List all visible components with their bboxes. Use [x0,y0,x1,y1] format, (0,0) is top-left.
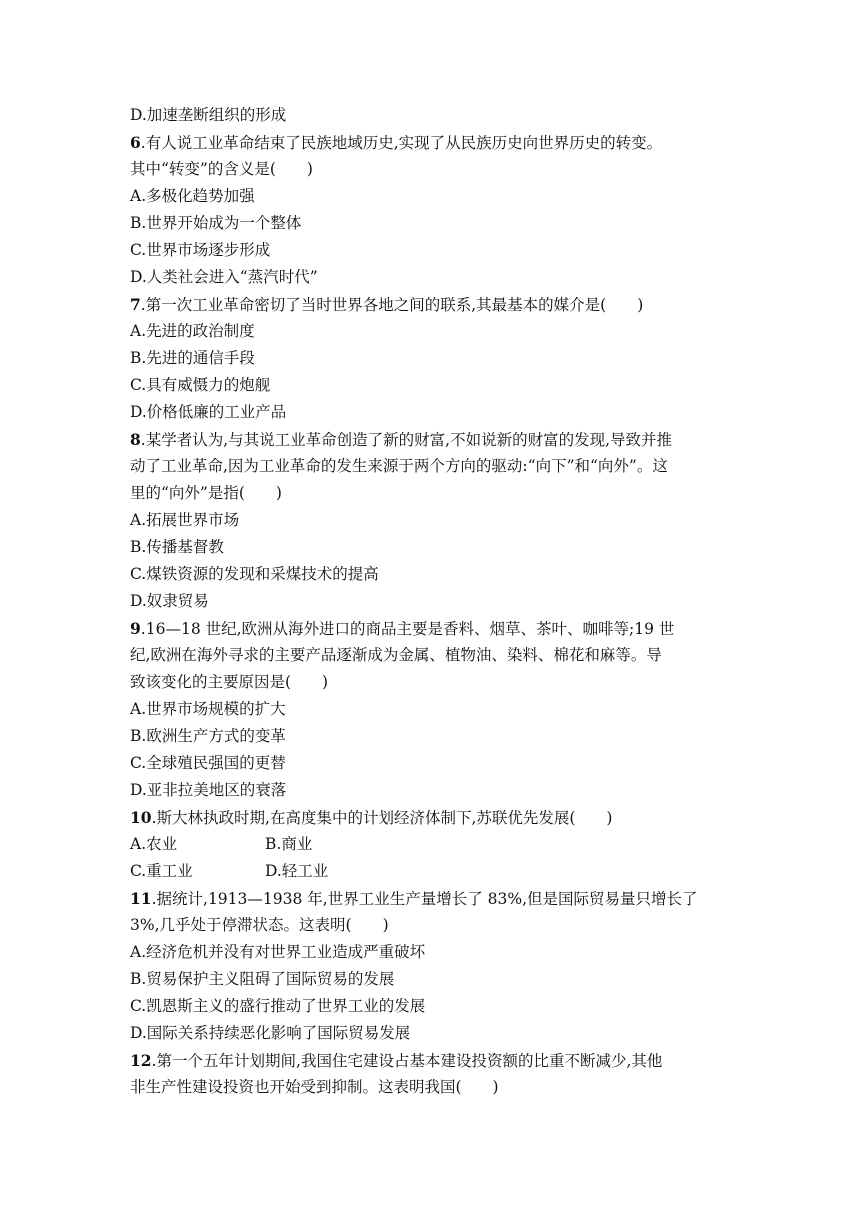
question-stem-line: 9.16—18 世纪,欧洲从海外进口的商品主要是香料、烟草、茶叶、咖啡等;19 世 [130,619,675,638]
option-d: D.人类社会进入“蒸汽时代” [130,268,318,286]
question-dot: . [140,134,146,152]
question-stem-line: 12.第一个五年计划期间,我国住宅建设占基本建设投资额的比重不断减少,其他 [130,1051,663,1070]
question-stem-line: 里的“向外”是指( ) [130,484,282,502]
option-d: D.奴隶贸易 [130,592,209,610]
question-9 [130,615,730,804]
question-8 [130,426,730,615]
question-number: 7 [130,295,141,314]
question-stem-line: 3%,几乎处于停滞状态。这表明( ) [130,916,389,934]
option-b: B.贸易保护主义阻碍了国际贸易的发展 [130,970,395,988]
option-b: B.欧洲生产方式的变革 [130,727,286,745]
question-7 [130,291,730,426]
option-d: D.价格低廉的工业产品 [130,403,287,421]
question-stem-line: 10.斯大林执政时期,在高度集中的计划经济体制下,苏联优先发展( ) [130,808,613,827]
question-dot: . [140,431,146,449]
option-b: B.传播基督教 [130,538,224,556]
question-number: 10 [130,808,152,827]
option-d-prev: D.加速垄断组织的形成 [130,106,287,124]
question-6 [130,129,730,291]
question-number: 11 [130,889,152,908]
question-number: 9 [130,619,141,638]
document-page [130,102,730,1101]
question-10 [130,804,730,885]
question-stem-line: 纪,欧洲在海外寻求的主要产品逐渐成为金属、植物油、染料、棉花和麻等。导 [130,646,662,664]
option-b: B.商业 [265,835,313,853]
question-dot: . [151,809,157,827]
question-12 [130,1047,730,1101]
option-c: C.重工业 [130,862,193,880]
question-dot: . [151,1052,157,1070]
question-dot: . [140,620,146,638]
option-c: C.全球殖民强国的更替 [130,754,286,772]
question-stem-line: 11.据统计,1913—1938 年,世界工业生产量增长了 83%,但是国际贸易量只增长了 [130,889,698,908]
option-row [130,858,730,885]
option-c: C.煤铁资源的发现和采煤技术的提高 [130,565,379,583]
option-d: D.轻工业 [265,862,329,880]
question-stem-line: 致该变化的主要原因是( ) [130,673,329,691]
option-row [130,831,730,858]
option-b: B.先进的通信手段 [130,349,255,367]
question-dot: . [140,296,146,314]
option-c: C.具有威慑力的炮舰 [130,376,271,394]
question-number: 8 [130,430,141,449]
option-c: C.世界市场逐步形成 [130,241,271,259]
option-b: B.世界开始成为一个整体 [130,214,302,232]
question-stem-line: 7.第一次工业革命密切了当时世界各地之间的联系,其最基本的媒介是( ) [130,295,644,314]
option-a: A.拓展世界市场 [130,511,240,529]
question-number: 12 [130,1051,152,1070]
option-a: A.农业 [130,835,178,853]
option-a: A.经济危机并没有对世界工业造成严重破坏 [130,943,426,961]
option-c: C.凯恩斯主义的盛行推动了世界工业的发展 [130,997,426,1015]
question-number: 6 [130,133,141,152]
question-11 [130,885,730,1047]
question-stem-line: 其中“转变”的含义是( ) [130,160,313,178]
option-d: D.国际关系持续恶化影响了国际贸易发展 [130,1024,411,1042]
question-dot: . [151,890,157,908]
option-a: A.多极化趋势加强 [130,187,255,205]
question-stem-line: 6.有人说工业革命结束了民族地域历史,实现了从民族历史向世界历史的转变。 [130,133,663,152]
question-stem-line: 动了工业革命,因为工业革命的发生来源于两个方向的驱动:“向下”和“向外”。这 [130,457,668,475]
question-stem-line: 非生产性建设投资也开始受到抑制。这表明我国( ) [130,1078,499,1096]
option-d: D.亚非拉美地区的衰落 [130,781,287,799]
option-a: A.先进的政治制度 [130,322,255,340]
question-stem-line: 8.某学者认为,与其说工业革命创造了新的财富,不如说新的财富的发现,导致并推 [130,430,673,449]
option-a: A.世界市场规模的扩大 [130,700,286,718]
